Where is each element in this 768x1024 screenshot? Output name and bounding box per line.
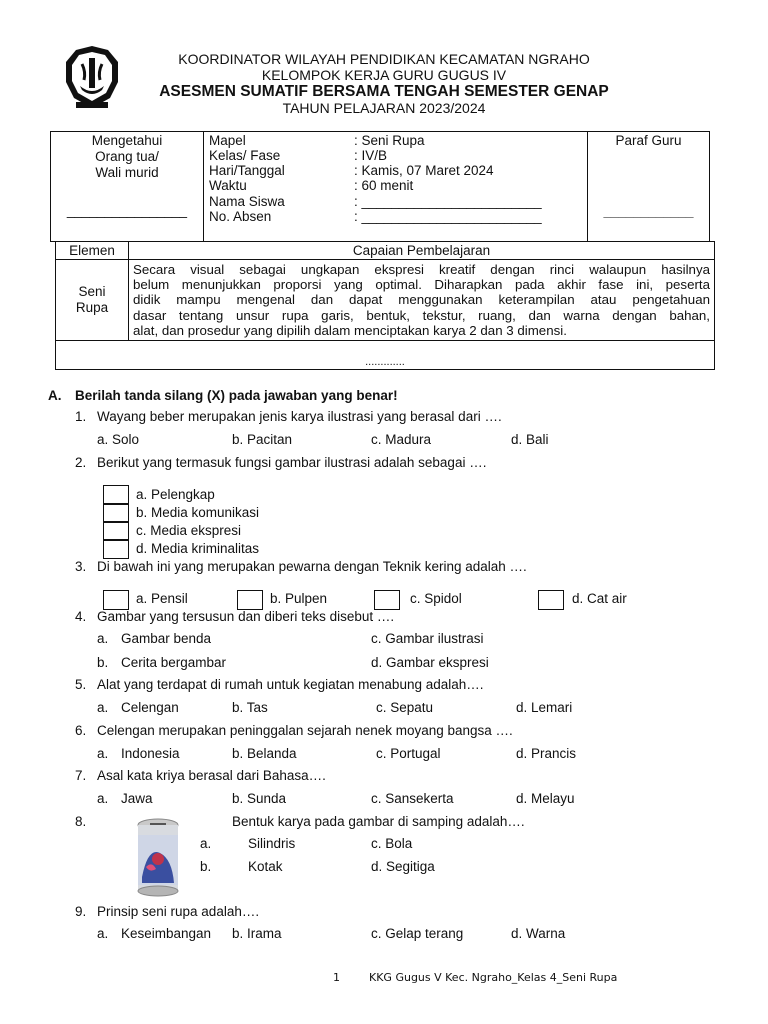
exam-title: ASESMEN SUMATIF BERSAMA TENGAH SEMESTER GENAP [159, 83, 609, 100]
elemen-cell [56, 260, 129, 341]
question-text: Bentuk karya pada gambar di samping adalah…. [232, 814, 525, 829]
option-d[interactable]: d. Cat air [572, 591, 627, 606]
answer-checkbox[interactable] [103, 521, 129, 541]
option-a[interactable]: Keseimbangan [121, 926, 212, 941]
option-a[interactable]: Silindris [248, 836, 296, 851]
question-text: Berikut yang termasuk fungsi gambar ilustrasi adalah sebagai …. [97, 455, 487, 470]
option-b[interactable]: b. Pacitan [232, 432, 293, 447]
option-d[interactable]: d. Segitiga [371, 859, 435, 874]
answer-checkbox[interactable] [103, 590, 129, 610]
notes-row: ............. [56, 341, 715, 370]
option-d[interactable]: d. Lemari [516, 700, 573, 715]
answer-checkbox[interactable] [374, 590, 400, 610]
option-d[interactable]: d. Media kriminalitas [136, 541, 260, 556]
option-c[interactable]: c. Madura [371, 432, 432, 447]
mengetahui-label: Mengetahui [91, 133, 163, 148]
paraf-guru-label: Paraf Guru [615, 133, 682, 148]
option-d[interactable]: d. Warna [511, 926, 566, 941]
student-info-cell [204, 132, 588, 242]
option-b[interactable]: Cerita bergambar [121, 655, 227, 670]
elemen-rupa: Rupa [75, 300, 109, 315]
kelas-value: : IV/B [354, 148, 388, 163]
option-a[interactable]: a. Pensil [136, 591, 188, 606]
question-text: Di bawah ini yang merupakan pewarna dengan Teknik kering adalah …. [97, 559, 527, 574]
option-a-letter[interactable]: a. [97, 926, 109, 941]
question-number: 2. [75, 455, 87, 470]
absen-label: No. Absen [209, 209, 272, 224]
section-instruction: Berilah tanda silang (X) pada jawaban yang benar! [75, 388, 398, 403]
option-d[interactable]: d. Melayu [516, 791, 575, 806]
answer-checkbox[interactable] [103, 503, 129, 523]
question-number: 5. [75, 677, 87, 692]
parent-label: Orang tua/ [95, 149, 159, 164]
question-text: Celengan merupakan peninggalan sejarah nenek moyang bangsa …. [97, 723, 513, 738]
question-text: Gambar yang tersusun dan diberi teks disebut …. [97, 609, 395, 624]
option-b[interactable]: b. Pulpen [270, 591, 328, 606]
footer-text: KKG Gugus V Kec. Ngraho_Kelas 4_Seni Rupa [369, 971, 618, 984]
option-a[interactable]: Jawa [121, 791, 153, 806]
school-year: TAHUN PELAJARAN 2023/2024 [282, 100, 486, 116]
capaian-text [129, 260, 715, 341]
waktu-value: : 60 menit [354, 178, 414, 193]
header-line1: KOORDINATOR WILAYAH PENDIDIKAN KECAMATAN NGRAHO [178, 51, 590, 67]
identity-table [50, 131, 710, 242]
option-c[interactable]: c. Bola [371, 836, 413, 851]
kelas-label: Kelas/ Fase [209, 148, 281, 163]
header-line2: KELOMPOK KERJA GURU GUGUS IV [261, 67, 507, 83]
nama-label: Nama Siswa [209, 194, 285, 209]
question-number: 9. [75, 904, 87, 919]
option-b[interactable]: b. Tas [232, 700, 268, 715]
answer-checkbox[interactable] [237, 590, 263, 610]
option-b[interactable]: b. Media komunikasi [136, 505, 260, 520]
option-c[interactable]: c. Portugal [376, 746, 441, 761]
option-c[interactable]: c. Gelap terang [371, 926, 464, 941]
elemen-header: Elemen [56, 242, 129, 260]
option-a-letter[interactable]: a. [97, 746, 109, 761]
nama-field[interactable]: : ________________________ [354, 194, 542, 209]
option-c[interactable]: c. Sepatu [376, 700, 434, 715]
capaian-line: belum menunjukkan proporsi yang optimal. Diharapkan pada akhir fase ini, peserta [133, 277, 710, 293]
teacher-signature-line[interactable]: ____________ [603, 204, 694, 219]
option-a[interactable]: Gambar benda [121, 631, 212, 646]
question-text: Wayang beber merupakan jenis karya ilustrasi yang berasal dari …. [97, 409, 502, 424]
question-number: 1. [75, 409, 87, 424]
answer-checkbox[interactable] [538, 590, 564, 610]
answer-checkbox[interactable] [103, 485, 129, 505]
waktu-label: Waktu [209, 178, 247, 193]
option-a[interactable]: a. Pelengkap [136, 487, 215, 502]
option-c[interactable]: c. Spidol [410, 591, 462, 606]
option-a-letter[interactable]: a. [200, 836, 212, 851]
option-b-letter[interactable]: b. [97, 655, 109, 670]
option-a[interactable]: a. Solo [97, 432, 140, 447]
option-c[interactable]: c. Gambar ilustrasi [371, 631, 484, 646]
option-b[interactable]: Kotak [248, 859, 283, 874]
option-a-letter[interactable]: a. [97, 791, 109, 806]
option-d[interactable]: d. Bali [511, 432, 549, 447]
question-text: Prinsip seni rupa adalah…. [97, 904, 260, 919]
option-b[interactable]: b. Irama [232, 926, 282, 941]
option-d[interactable]: d. Gambar ekspresi [371, 655, 489, 670]
capaian-line: dasar tentang unsur rupa garis, bentuk, tekstur, ruang, dan warna dengan bahan, [133, 307, 710, 323]
question-number: 6. [75, 723, 87, 738]
question-number: 8. [75, 814, 87, 829]
question-number: 7. [75, 768, 87, 783]
question-text: Alat yang terdapat di rumah untuk kegiatan menabung adalah…. [97, 677, 484, 692]
absen-field[interactable]: : ________________________ [354, 209, 542, 224]
section-label: A. [48, 388, 62, 403]
question-number: 4. [75, 609, 87, 624]
mapel-label: Mapel [209, 133, 246, 148]
capaian-line: Secara visual sebagai ungkapan ekspresi kreatif dengan rinci walaupun hasilnya [133, 262, 710, 277]
option-a[interactable]: Indonesia [121, 746, 180, 761]
mapel-value: : Seni Rupa [354, 133, 425, 148]
option-b-letter[interactable]: b. [200, 859, 212, 874]
piggy-bank-can-image [132, 817, 184, 897]
option-a[interactable]: Celengan [121, 700, 179, 715]
tanggal-label: Hari/Tanggal [209, 163, 285, 178]
option-b[interactable]: b. Belanda [232, 746, 297, 761]
option-c[interactable]: c. Sansekerta [371, 791, 454, 806]
guardian-label: Wali murid [95, 165, 159, 180]
capaian-line: didik mampu mengenal dan dapat menggunakan keterampilan atau pengetahuan [133, 292, 710, 308]
elemen-seni: Seni [78, 284, 106, 299]
option-d[interactable]: d. Prancis [516, 746, 577, 761]
option-c[interactable]: c. Media ekspresi [136, 523, 242, 538]
option-a-letter[interactable]: a. [97, 700, 109, 715]
parent-signature-line[interactable]: ________________ [66, 203, 188, 218]
capaian-line: alat, dan prosedur yang dipilih dalam menciptakan karya 2 dan 3 dimensi. [133, 322, 567, 338]
tanggal-value: : Kamis, 07 Maret 2024 [354, 163, 494, 178]
page-number: 1 [333, 971, 340, 984]
answer-checkbox[interactable] [103, 539, 129, 559]
option-b[interactable]: b. Sunda [232, 791, 287, 806]
learning-outcomes-table [55, 241, 715, 370]
question-number: 3. [75, 559, 87, 574]
capaian-header: Capaian Pembelajaran [129, 242, 715, 260]
question-text: Asal kata kriya berasal dari Bahasa…. [97, 768, 326, 783]
teacher-sign-cell [588, 132, 710, 242]
parent-sign-cell [51, 132, 204, 242]
option-a-letter[interactable]: a. [97, 631, 109, 646]
